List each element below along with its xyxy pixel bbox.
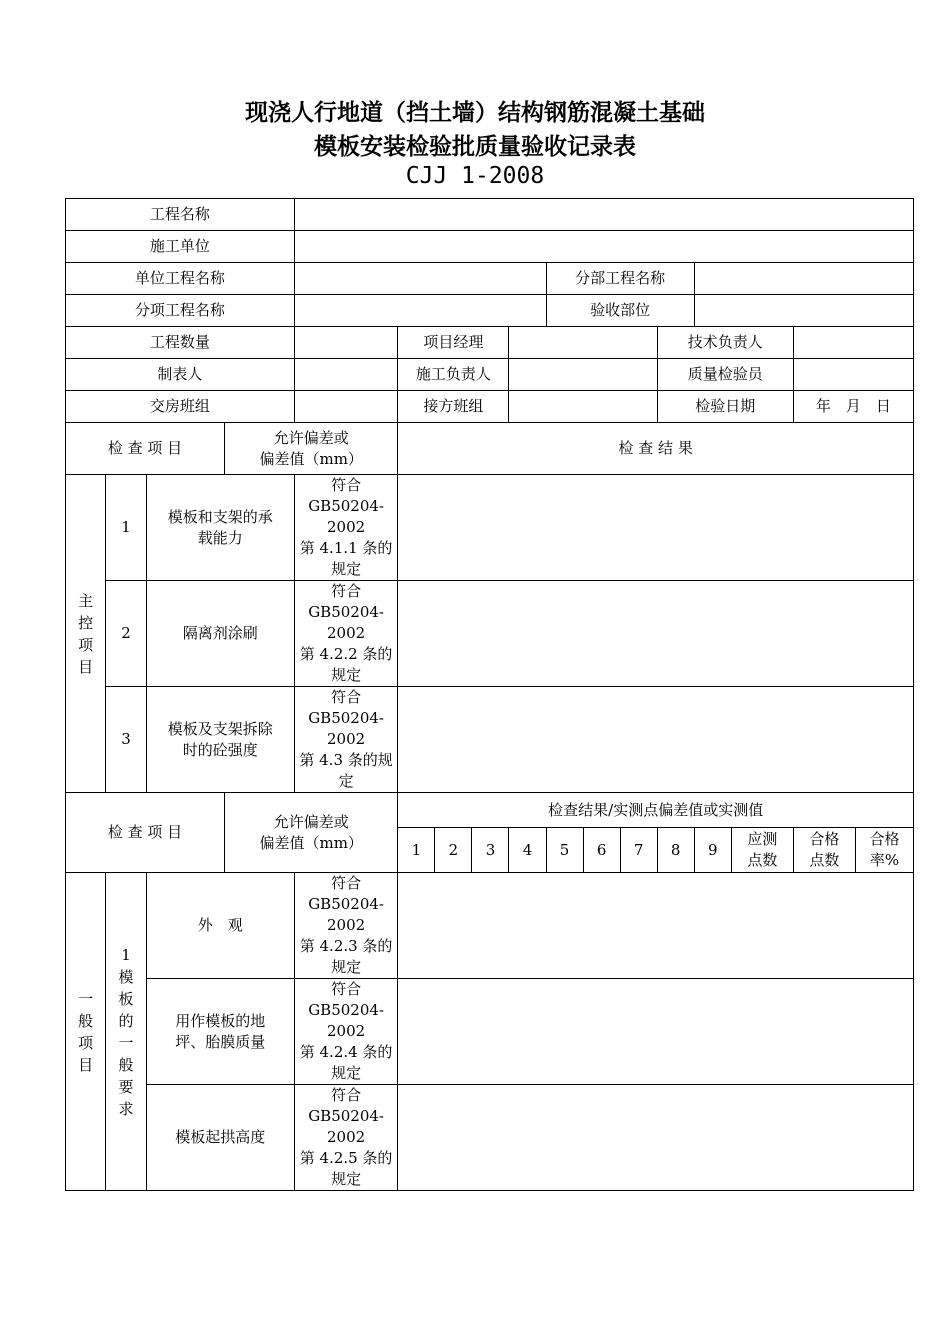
general-item-standard: 符合 GB50204-2002 第 4.2.4 条的规定	[294, 979, 398, 1085]
inspection-record-table	[65, 198, 914, 1191]
project-manager-label: 项目经理	[398, 327, 509, 359]
general-item-standard: 符合 GB50204-2002 第 4.2.5 条的规定	[294, 1085, 398, 1191]
quality-inspector-field[interactable]	[793, 359, 913, 391]
construction-unit-field[interactable]	[294, 231, 913, 263]
page-title: 现浇人行地道（挡土墙）结构钢筋混凝土基础	[245, 99, 705, 126]
main-item-result-field[interactable]	[398, 687, 914, 793]
main-control-group-label: 主 控 项 目	[66, 475, 106, 793]
point-column-header: 5	[546, 828, 583, 873]
point-column-header: 1	[398, 828, 435, 873]
general-header-result: 检查结果/实测点偏差值或实测值	[398, 793, 914, 828]
preparer-label: 制表人	[66, 359, 295, 391]
construction-lead-field[interactable]	[509, 359, 657, 391]
general-item-name: 模板起拱高度	[146, 1085, 294, 1191]
main-item-result-field[interactable]	[398, 581, 914, 687]
general-group-label: 一 般 项 目	[66, 873, 106, 1191]
acceptance-part-label: 验收部位	[546, 295, 694, 327]
receiving-team-field[interactable]	[509, 391, 657, 423]
main-header-result: 检 查 结 果	[398, 423, 914, 475]
project-name-field[interactable]	[294, 199, 913, 231]
quality-inspector-label: 质量检验员	[657, 359, 793, 391]
main-item-standard: 符合 GB50204-2002 第 4.1.1 条的规定	[294, 475, 398, 581]
inspection-date-field[interactable]: 年 月 日	[793, 391, 913, 423]
handover-team-label: 交房班组	[66, 391, 295, 423]
point-column-header: 2	[435, 828, 472, 873]
receiving-team-label: 接方班组	[398, 391, 509, 423]
pass-points-header: 合格 点数	[793, 828, 855, 873]
general-item-standard: 符合 GB50204-2002 第 4.2.3 条的规定	[294, 873, 398, 979]
unit-project-field[interactable]	[294, 263, 546, 295]
point-column-header: 3	[472, 828, 509, 873]
preparer-field[interactable]	[294, 359, 398, 391]
subitem-project-field[interactable]	[294, 295, 546, 327]
project-manager-field[interactable]	[509, 327, 657, 359]
point-column-header: 7	[620, 828, 657, 873]
construction-lead-label: 施工负责人	[398, 359, 509, 391]
general-item-result-field[interactable]	[398, 979, 914, 1085]
main-item-result-field[interactable]	[398, 475, 914, 581]
general-item-result-field[interactable]	[398, 873, 914, 979]
division-project-field[interactable]	[694, 263, 913, 295]
main-item-standard: 符合 GB50204-2002 第 4.2.2 条的规定	[294, 581, 398, 687]
main-item-name: 模板和支架的承 载能力	[146, 475, 294, 581]
general-subgroup-label: 1 模 板 的 一 般 要 求	[106, 873, 146, 1191]
acceptance-part-field[interactable]	[694, 295, 913, 327]
should-points-header: 应测 点数	[731, 828, 793, 873]
main-header-tolerance: 允许偏差或 偏差值（mm）	[225, 423, 398, 475]
standard-code: CJJ 1-2008	[405, 163, 545, 189]
point-column-header: 8	[657, 828, 694, 873]
inspection-date-label: 检验日期	[657, 391, 793, 423]
main-item-standard: 符合 GB50204-2002 第 4.3 条的规定	[294, 687, 398, 793]
main-item-number: 2	[106, 581, 146, 687]
general-item-name: 外 观	[146, 873, 294, 979]
main-item-name: 隔离剂涂刷	[146, 581, 294, 687]
main-item-name: 模板及支架拆除 时的砼强度	[146, 687, 294, 793]
handover-team-field[interactable]	[294, 391, 398, 423]
pass-rate-header: 合格 率%	[855, 828, 913, 873]
general-item-name: 用作模板的地 坪、胎膜质量	[146, 979, 294, 1085]
main-header-item: 检 查 项 目	[66, 423, 225, 475]
division-project-label: 分部工程名称	[546, 263, 694, 295]
general-header-item: 检 查 项 目	[66, 793, 225, 873]
unit-project-label: 单位工程名称	[66, 263, 295, 295]
quantity-field[interactable]	[294, 327, 398, 359]
general-header-tolerance: 允许偏差或 偏差值（mm）	[225, 793, 398, 873]
main-item-number: 3	[106, 687, 146, 793]
point-column-header: 6	[583, 828, 620, 873]
tech-lead-field[interactable]	[793, 327, 913, 359]
quantity-label: 工程数量	[66, 327, 295, 359]
main-item-number: 1	[106, 475, 146, 581]
page-subtitle: 模板安装检验批质量验收记录表	[314, 133, 636, 160]
tech-lead-label: 技术负责人	[657, 327, 793, 359]
project-name-label: 工程名称	[66, 199, 295, 231]
general-item-result-field[interactable]	[398, 1085, 914, 1191]
subitem-project-label: 分项工程名称	[66, 295, 295, 327]
construction-unit-label: 施工单位	[66, 231, 295, 263]
point-column-header: 4	[509, 828, 546, 873]
point-column-header: 9	[694, 828, 731, 873]
